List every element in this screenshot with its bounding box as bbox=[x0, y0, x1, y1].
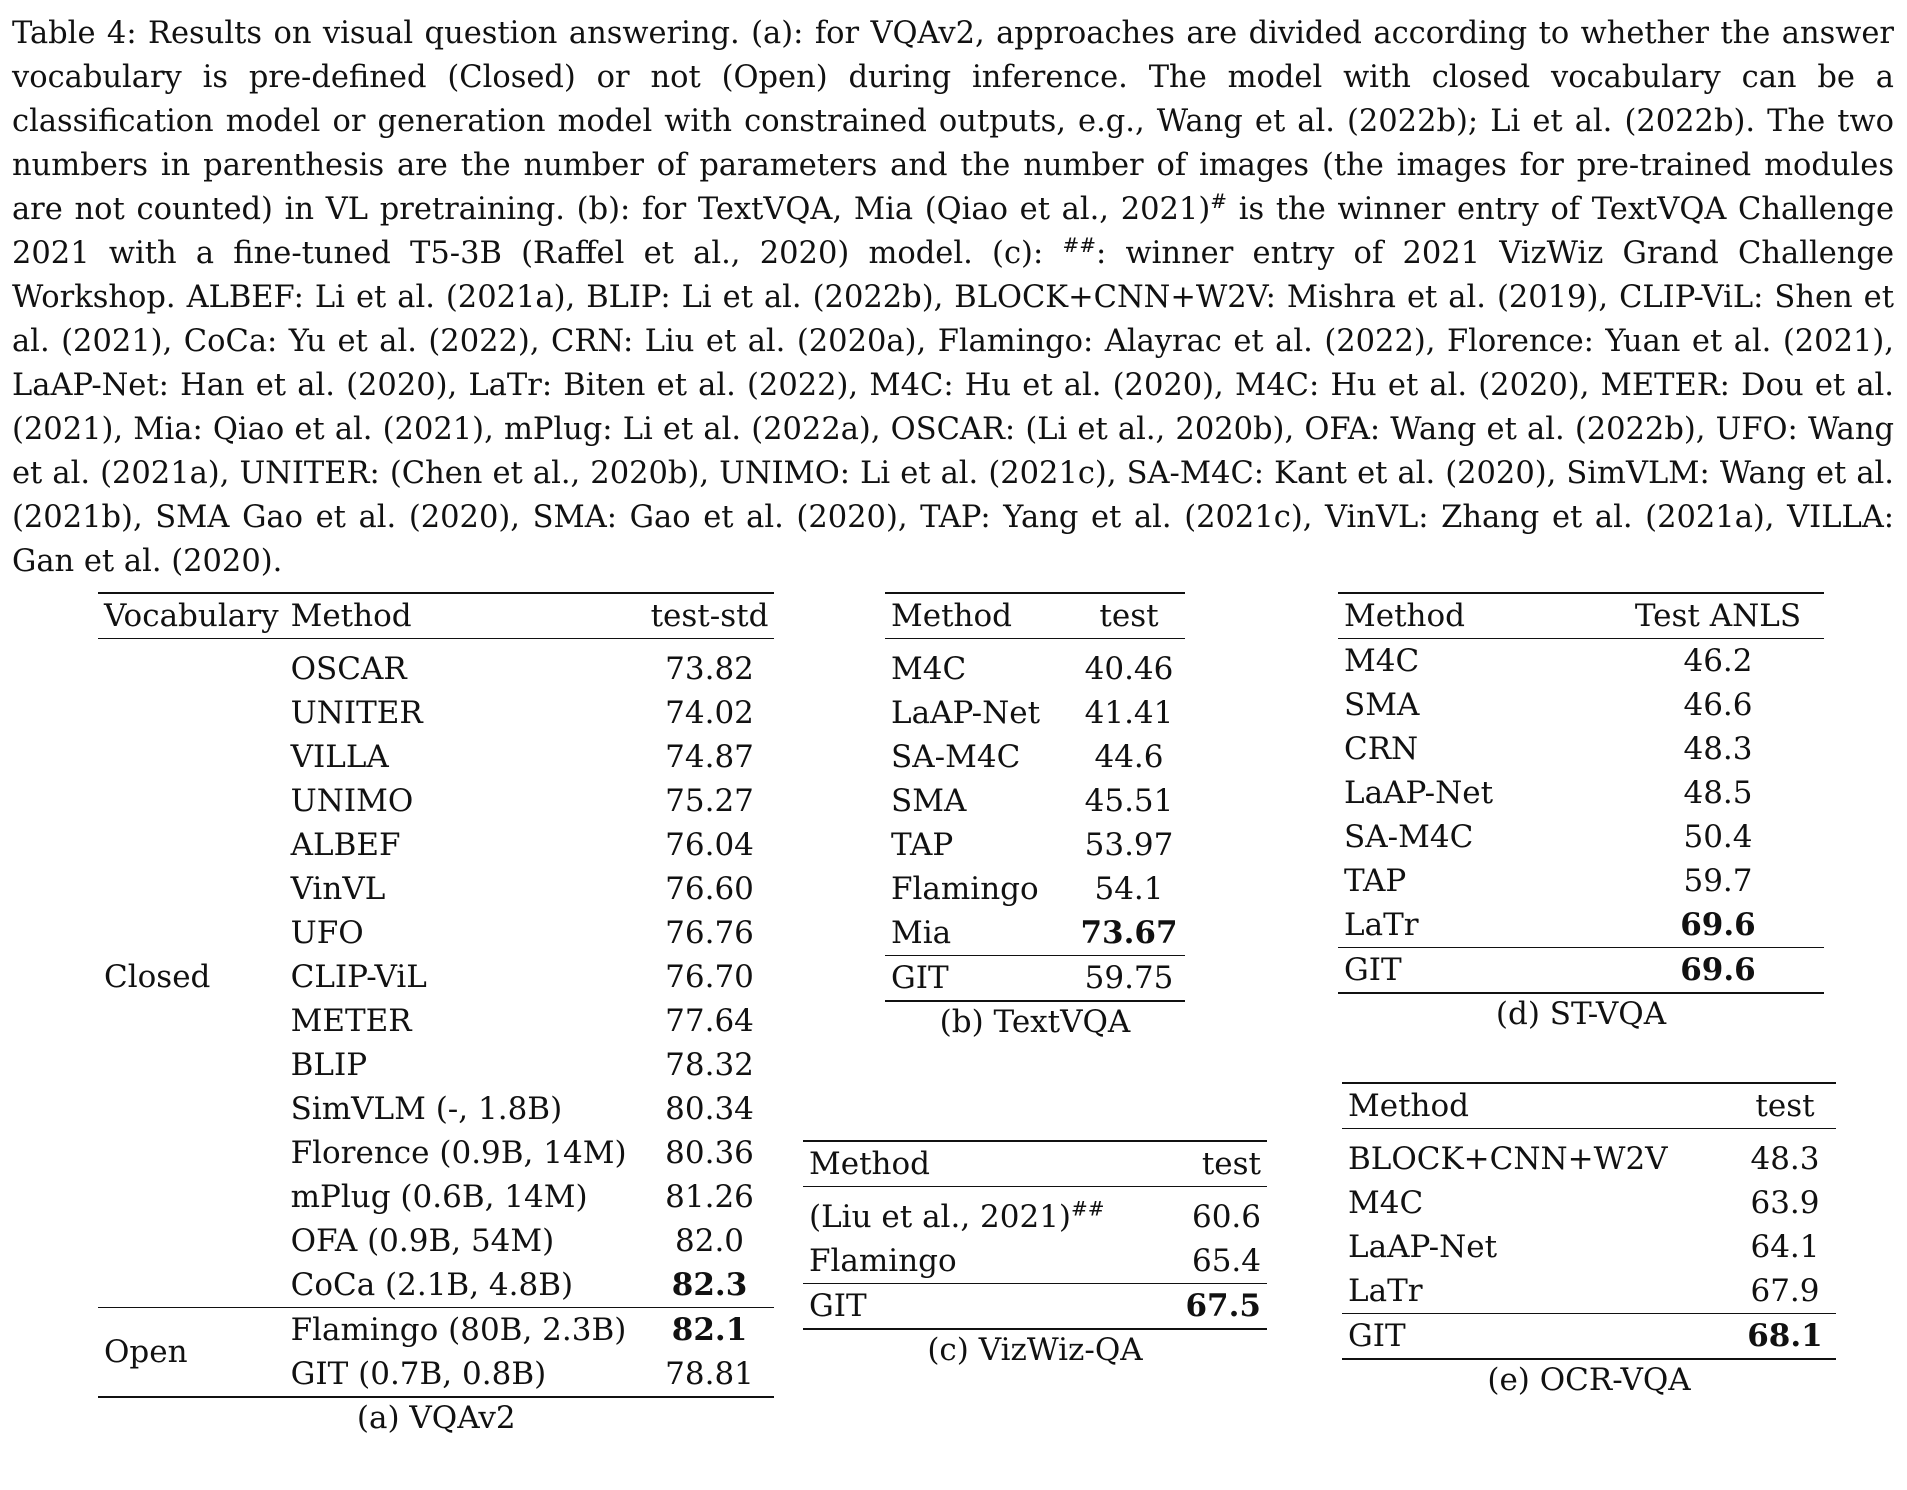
git-method: GIT bbox=[1344, 952, 1402, 988]
score-cell: 73.67 bbox=[1080, 915, 1178, 951]
method-cell: mPlug (0.6B, 14M) bbox=[290, 1179, 588, 1215]
textvqa-rows bbox=[885, 639, 1185, 956]
header-method: Method bbox=[1338, 593, 1612, 639]
score-cell: 73.82 bbox=[665, 651, 754, 687]
caption-part-1: Table 4: Results on visual question answering. (a): for VQAv2, approaches are divided according to whether the answer vocabulary is pre-defined (Closed) or not (Open) during inference. The model with closed vocabulary can be a classification model or generation model with constrained outputs, e.g., Wang et al. (2022b); Li et al. (2022b). The two numbers in parenthesis are the number of parameters and the number of images (the images for pre-trained modules are not counted) in VL pretraining. (b): for TextVQA, Mia (Qiao et al., 2021) bbox=[12, 16, 1894, 227]
score-cell: 80.36 bbox=[665, 1135, 754, 1171]
score-cell: 74.87 bbox=[665, 739, 754, 775]
score-cell: 76.70 bbox=[665, 959, 754, 995]
score-cell: 69.6 bbox=[1680, 907, 1756, 943]
table-row bbox=[1342, 1225, 1836, 1269]
git-score: 59.75 bbox=[1084, 960, 1174, 996]
method-cell: BLIP bbox=[290, 1047, 368, 1083]
vqav2-table bbox=[98, 592, 774, 1438]
method-cell: OFA (0.9B, 54M) bbox=[290, 1223, 555, 1259]
method-cell: METER bbox=[290, 1003, 412, 1039]
git-method: GIT bbox=[809, 1288, 867, 1324]
table-row bbox=[885, 911, 1185, 956]
vizwiz-score: 65.4 bbox=[1191, 1243, 1261, 1279]
score-cell: 76.04 bbox=[665, 827, 754, 863]
score-cell: 40.46 bbox=[1084, 651, 1174, 687]
table-row bbox=[1338, 771, 1824, 815]
score-cell: 67.9 bbox=[1750, 1273, 1820, 1309]
method-cell: LaAP-Net bbox=[1344, 775, 1494, 811]
score-cell: 76.60 bbox=[665, 871, 754, 907]
method-cell: LaTr bbox=[1344, 907, 1419, 943]
method-cell: Flamingo bbox=[891, 871, 1039, 907]
liu-citation: (Liu et al., 2021) bbox=[809, 1199, 1072, 1235]
score-cell: 82.3 bbox=[671, 1267, 748, 1303]
git-method: GIT bbox=[891, 960, 949, 996]
table-row bbox=[1342, 1129, 1836, 1182]
method-cell: SA-M4C bbox=[891, 739, 1021, 775]
table-row bbox=[885, 823, 1185, 867]
caption-sup-2: ## bbox=[1062, 232, 1096, 257]
table-row bbox=[885, 639, 1185, 692]
vizwiz-method-liu bbox=[803, 1187, 1151, 1240]
table-row bbox=[885, 735, 1185, 779]
table-row bbox=[885, 691, 1185, 735]
header-method: Method bbox=[803, 1141, 1151, 1187]
method-cell: ALBEF bbox=[290, 827, 401, 863]
header-method: Method bbox=[885, 593, 1073, 639]
vqav2-open-group bbox=[98, 1308, 774, 1398]
header-test: test bbox=[1073, 593, 1185, 639]
method-cell: Flamingo (80B, 2.3B) bbox=[290, 1312, 627, 1348]
method-cell: UNITER bbox=[290, 695, 423, 731]
method-cell: GIT (0.7B, 0.8B) bbox=[290, 1356, 547, 1392]
vizwiz-method: Flamingo bbox=[809, 1243, 957, 1279]
score-cell: 48.3 bbox=[1683, 731, 1753, 767]
stvqa-caption: (d) ST-VQA bbox=[1495, 996, 1667, 1032]
method-cell: TAP bbox=[1344, 863, 1407, 899]
table-row bbox=[98, 1308, 774, 1353]
table-row bbox=[1338, 639, 1824, 684]
header-test-std: test-std bbox=[645, 593, 775, 639]
table-row bbox=[1338, 903, 1824, 948]
vizwiz-score: 60.6 bbox=[1191, 1199, 1261, 1235]
method-cell: LaAP-Net bbox=[891, 695, 1041, 731]
method-cell: SMA bbox=[1344, 687, 1420, 723]
score-cell: 82.0 bbox=[675, 1223, 745, 1259]
method-cell: M4C bbox=[1348, 1185, 1424, 1221]
liu-sup: ## bbox=[1071, 1196, 1105, 1221]
method-cell: UNIMO bbox=[290, 783, 414, 819]
git-score: 67.5 bbox=[1185, 1288, 1261, 1324]
method-cell: LaAP-Net bbox=[1348, 1229, 1498, 1265]
score-cell: 64.1 bbox=[1750, 1229, 1820, 1265]
score-cell: 46.6 bbox=[1683, 687, 1753, 723]
table-row bbox=[98, 639, 774, 692]
score-cell: 41.41 bbox=[1084, 695, 1174, 731]
method-cell: SA-M4C bbox=[1344, 819, 1474, 855]
method-cell: TAP bbox=[891, 827, 954, 863]
score-cell: 63.9 bbox=[1750, 1185, 1820, 1221]
vocab-open-label: Open bbox=[104, 1334, 188, 1370]
score-cell: 82.1 bbox=[671, 1312, 748, 1348]
method-cell: M4C bbox=[1344, 643, 1420, 679]
table-row bbox=[1338, 859, 1824, 903]
score-cell: 74.02 bbox=[665, 695, 754, 731]
method-cell: CRN bbox=[1344, 731, 1419, 767]
caption-part-2: is the winner entry of TextVQA Challenge 2021 with a fine-tuned T5-3B (Raffel et al., 2020) model. (c): bbox=[12, 192, 1894, 271]
header-method: Method bbox=[285, 593, 645, 639]
score-cell: 44.6 bbox=[1094, 739, 1164, 775]
score-cell: 54.1 bbox=[1094, 871, 1164, 907]
vqav2-caption: (a) VQAv2 bbox=[356, 1400, 516, 1436]
method-cell: M4C bbox=[891, 651, 967, 687]
header-test: test bbox=[1734, 1083, 1836, 1129]
stvqa-rows bbox=[1338, 639, 1824, 948]
vizwiz-table bbox=[803, 1140, 1267, 1370]
git-score: 68.1 bbox=[1747, 1318, 1823, 1354]
header-method: Method bbox=[1342, 1083, 1734, 1129]
method-cell: CLIP-ViL bbox=[290, 959, 427, 995]
textvqa-caption: (b) TextVQA bbox=[939, 1004, 1131, 1040]
score-cell: 78.32 bbox=[665, 1047, 754, 1083]
score-cell: 53.97 bbox=[1084, 827, 1174, 863]
method-cell: SMA bbox=[891, 783, 967, 819]
method-cell: VILLA bbox=[290, 739, 389, 775]
method-cell: Florence (0.9B, 14M) bbox=[290, 1135, 627, 1171]
method-cell: VinVL bbox=[290, 871, 386, 907]
table-row bbox=[1342, 1269, 1836, 1314]
header-test-anls: Test ANLS bbox=[1612, 593, 1824, 639]
table-row bbox=[885, 779, 1185, 823]
score-cell: 81.26 bbox=[665, 1179, 754, 1215]
vizwiz-caption: (c) VizWiz-QA bbox=[927, 1332, 1143, 1368]
method-cell: CoCa (2.1B, 4.8B) bbox=[290, 1267, 574, 1303]
vqav2-closed-group bbox=[98, 639, 774, 1308]
method-cell: OSCAR bbox=[290, 651, 407, 687]
header-test: test bbox=[1151, 1141, 1267, 1187]
ocrvqa-table bbox=[1342, 1082, 1836, 1400]
score-cell: 77.64 bbox=[665, 1003, 754, 1039]
caption-sup-1: # bbox=[1210, 188, 1227, 213]
method-cell: UFO bbox=[290, 915, 364, 951]
score-cell: 46.2 bbox=[1683, 643, 1753, 679]
ocrvqa-rows bbox=[1342, 1129, 1836, 1314]
table-row bbox=[1342, 1181, 1836, 1225]
table-row bbox=[1338, 815, 1824, 859]
method-cell: BLOCK+CNN+W2V bbox=[1348, 1141, 1668, 1177]
caption-part-3: : winner entry of 2021 VizWiz Grand Challenge Workshop. ALBEF: Li et al. (2021a), BLIP: Li et al. (2022b), BLOCK+CNN+W2V: Mishra et al. (2019), CLIP-ViL: Shen et al. (2021), CoCa: Yu et al. (2022), CRN: Liu et al. (2020a), Flamingo: Alayrac et al. (2022), Florence: Yuan et al. (2021), LaAP-Net: Han et al. (2020), LaTr: Biten et al. (2022), M4C: Hu et al. (2020), M4C: Hu et al. (2020), METER: Dou et al. (2021), Mia: Qiao et al. (2021), mPlug: Li et al. (2022a), OSCAR: (Li et al., 2020b), OFA: Wang et al. (2022b), UFO: Wang et al. (2021a), UNITER: (Chen et al., 2020b), UNIMO: Li et al. (2021c), SA-M4C: Kant et al. (2020), SimVLM: Wang et al. (2021b), SMA Gao et al. (2020), SMA: Gao et al. (2020), TAP: Yang et al. (2021c), VinVL: Zhang et al. (2021a), VILLA: Gan et al. (2020). bbox=[12, 236, 1894, 579]
method-cell: Mia bbox=[891, 915, 952, 951]
table-row bbox=[885, 867, 1185, 911]
table-row bbox=[1338, 683, 1824, 727]
score-cell: 50.4 bbox=[1683, 819, 1753, 855]
ocrvqa-caption: (e) OCR-VQA bbox=[1487, 1362, 1691, 1398]
score-cell: 76.76 bbox=[665, 915, 754, 951]
git-score: 69.6 bbox=[1680, 952, 1756, 988]
stvqa-table bbox=[1338, 592, 1824, 1034]
score-cell: 80.34 bbox=[665, 1091, 754, 1127]
score-cell: 59.7 bbox=[1683, 863, 1753, 899]
score-cell: 78.81 bbox=[665, 1356, 754, 1392]
method-cell: LaTr bbox=[1348, 1273, 1423, 1309]
table-caption bbox=[12, 12, 1894, 584]
score-cell: 48.3 bbox=[1750, 1141, 1820, 1177]
score-cell: 75.27 bbox=[665, 783, 754, 819]
method-cell: SimVLM (-, 1.8B) bbox=[290, 1091, 563, 1127]
header-vocabulary: Vocabulary bbox=[98, 593, 285, 639]
vocab-closed-label: Closed bbox=[104, 959, 211, 995]
score-cell: 48.5 bbox=[1683, 775, 1753, 811]
table-row bbox=[1338, 727, 1824, 771]
textvqa-table bbox=[885, 592, 1185, 1042]
score-cell: 45.51 bbox=[1084, 783, 1174, 819]
git-method: GIT bbox=[1348, 1318, 1406, 1354]
